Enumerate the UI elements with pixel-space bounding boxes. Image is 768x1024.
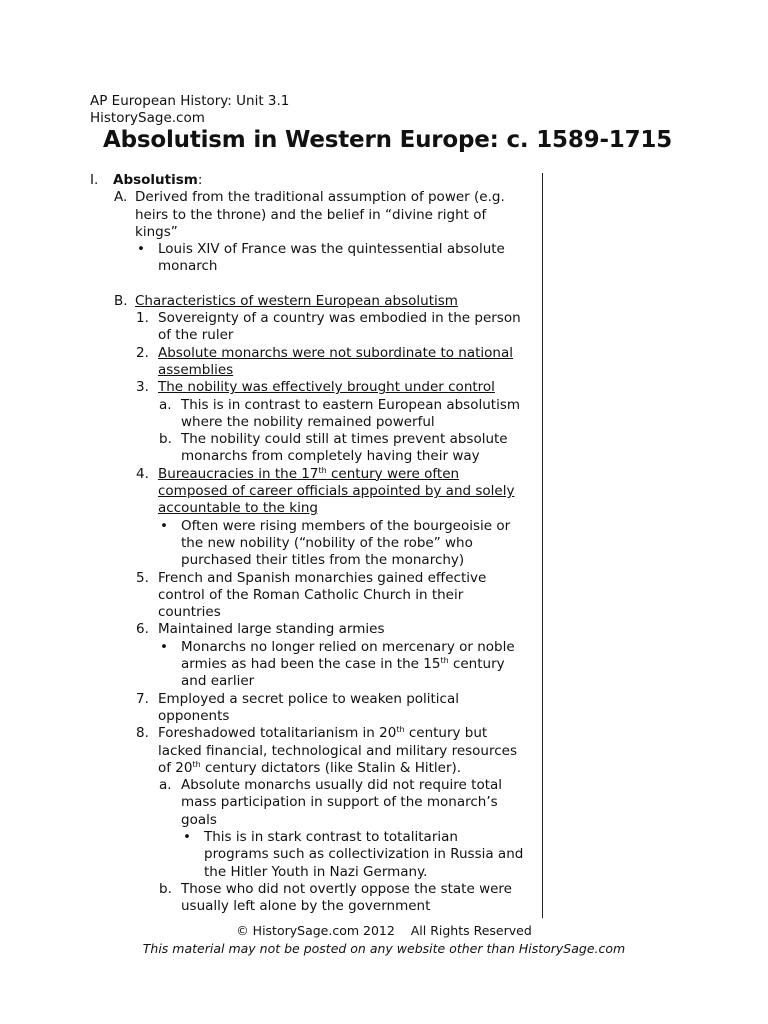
roman-marker: I.	[90, 172, 99, 188]
list-item: 6. Maintained large standing armies	[136, 621, 385, 638]
list-item: 1. Sovereignty of a country was embodied in the person	[136, 310, 521, 327]
item-a: A. Derived from the traditional assumption of power (e.g.	[114, 189, 505, 206]
course-label: AP European History: Unit 3.1	[90, 93, 290, 109]
item-b: B. Characteristics of western European absolutism	[114, 292, 458, 309]
usage-notice: This material may not be posted on any website other than HistorySage.com	[142, 941, 626, 956]
bullet-item: • This is in stark contrast to totalitarian	[183, 828, 458, 845]
list-item: 7. Employed a secret police to weaken political	[136, 690, 460, 707]
list-item: 5. French and Spanish monarchies gained effective	[136, 569, 487, 586]
item-b-heading: Characteristics of western European absolutism	[135, 292, 458, 309]
list-item: 4. Bureaucracies in the 17th century were often	[136, 465, 460, 482]
rights-text: All Rights Reserved	[410, 923, 532, 938]
bullet-item: • Often were rising members of the bourgeoisie or	[160, 517, 511, 534]
sub-item: b. The nobility could still at times prevent absolute	[159, 431, 508, 448]
list-item: 3. The nobility was effectively brought under control	[136, 379, 495, 396]
section-title: Absolutism	[113, 172, 198, 188]
bullet-item: • Monarchs no longer relied on mercenary or noble	[160, 638, 515, 655]
sub-item: a. This is in contrast to eastern European absolutism	[159, 396, 521, 413]
page-title: Absolutism in Western Europe: c. 1589-1715	[103, 127, 673, 153]
bullet-item: • Louis XIV of France was the quintessential absolute	[137, 241, 505, 258]
sub-item: b. Those who did not overtly oppose the state were	[159, 880, 512, 897]
page-footer	[0, 922, 768, 958]
bullet-icon: •	[137, 241, 145, 258]
bullet-icon: •	[160, 638, 168, 655]
site-label: HistorySage.com	[90, 110, 205, 126]
bullet-icon: •	[183, 828, 191, 845]
list-item: 2. Absolute monarchs were not subordinate to national	[136, 344, 514, 361]
sub-item: a. Absolute monarchs usually did not require total	[159, 777, 503, 794]
list-item: 8. Foreshadowed totalitarianism in 20th century but	[136, 725, 488, 742]
column-divider	[542, 173, 543, 918]
document-header	[90, 93, 289, 127]
bullet-icon: •	[160, 517, 168, 534]
copyright-text: © HistorySage.com 2012	[236, 923, 395, 938]
outline: I. Absolutism: A. Derived from the traditional assumption of power (e.g. heirs to the throne) and the belief in “divine right of kings” • Louis XIV of France was the quintessential absolute monarch B. Characteristics of western European absolutism 1. Sovereignty of a country was embodied in the person of the ruler 2. Absolute monarchs were not subordinate to national assemblies 3. The nobility was effectively brought under control a. This is in contrast to eastern European absolutism where the nobility remained powerful b. The nobility could still at times prevent absolute monarchs from completely having their way 4. Bureaucracies in the 17th century were often composed of career officials appointed by and solely accountable to the king • Often were rising members of the bourgeoisie or the new nobility (“nobility of the robe” who purchased their titles from the monarchy) 5. French and Spanish monarchies gained effective control of the Roman Catholic Church in their countries 6. Maintained large standing armies • Monarchs no longer relied on mercenary or noble armies as had been the case in the 15th century and earlier 7. Employed a secret police to weaken political opponents 8. Foreshadowed totalitarianism in 20th century but lacked financial, technological and military resources of 20th century dictators (like Stalin & Hitler). a. Absolute monarchs usually did not require total mass participation in support of the monarch’s goals • This is in stark contrast to totalitarian programs such as collectivization in Russia and the Hitler Youth in Nazi Germany. b. Those who did not overtly oppose the state were usually left alone by the government	[0, 172, 540, 915]
section-heading: I. Absolutism:	[90, 172, 203, 188]
